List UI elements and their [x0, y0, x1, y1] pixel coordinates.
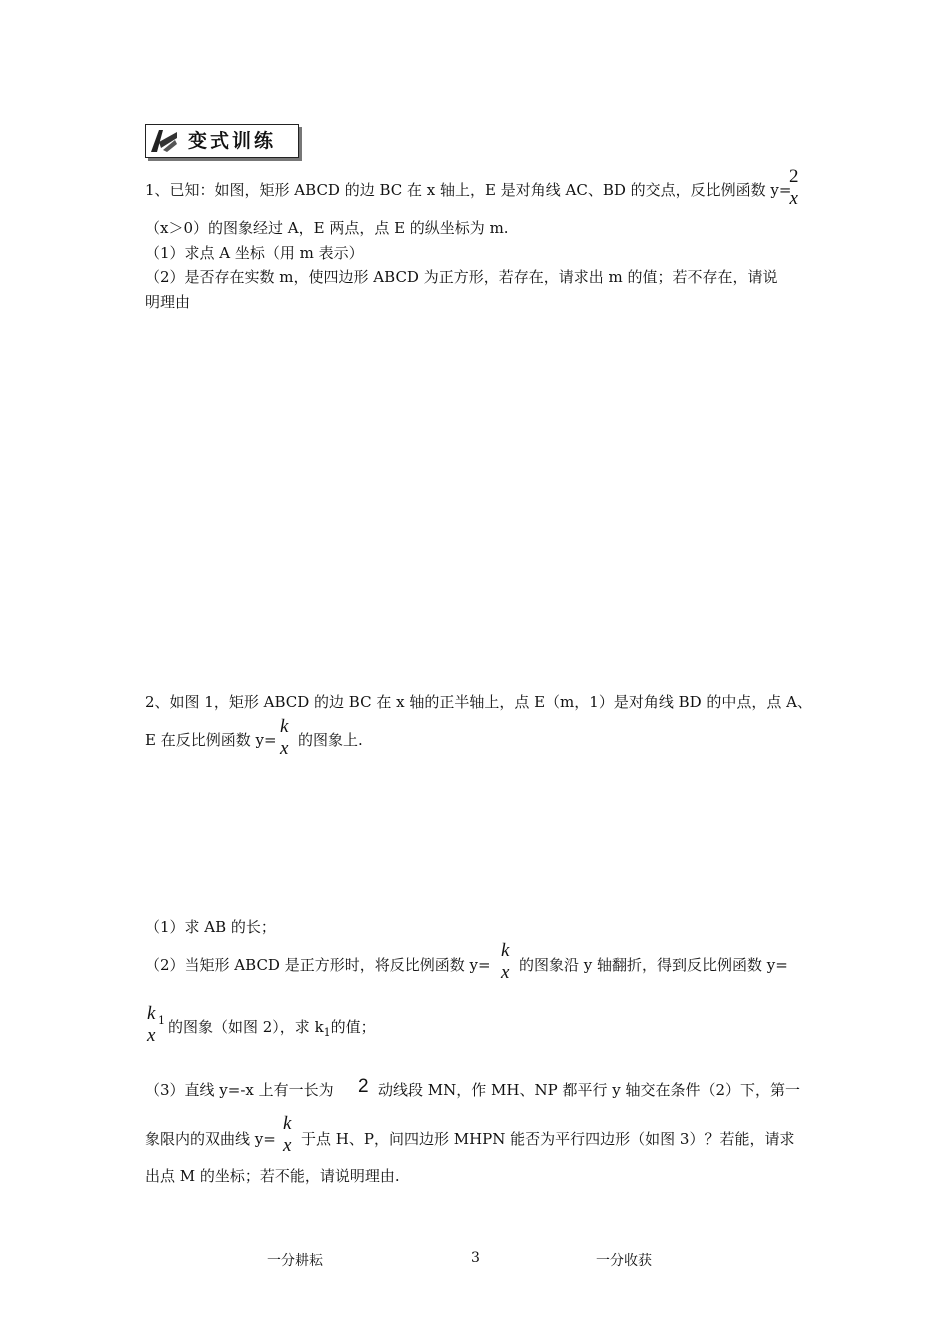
q2-line2-pre: E 在反比例函数 y=: [145, 731, 277, 749]
q2-part3-line3: 出点 M 的坐标；若不能，请说明理由.: [145, 1167, 400, 1185]
q1-fraction-numerator: 2: [789, 166, 799, 187]
q2-fraction-denominator: x: [280, 738, 289, 759]
section-title: 变式训练: [188, 130, 277, 152]
q2-fraction-numerator: k: [280, 716, 289, 737]
q1-fraction: [789, 166, 799, 210]
footer-right: 一分收获: [596, 1253, 652, 1269]
q2-part2-k1-fraction: [147, 1003, 155, 1047]
q2-part2-post: 的图象沿 y 轴翻折，得到反比例函数 y=: [519, 956, 788, 974]
section-title-box: [145, 124, 299, 158]
q2-part2-k1-subscript: 1: [158, 1014, 165, 1027]
q2-part2-k1-denominator: x: [147, 1025, 156, 1046]
q2-part2-k1-numerator: k: [147, 1003, 156, 1024]
q1-line2: （x＞0）的图象经过 A，E 两点，点 E 的纵坐标为 m.: [145, 219, 509, 237]
q2-part2-line2: [168, 1017, 376, 1039]
q2-part3-fraction-numerator: k: [283, 1113, 292, 1134]
q1-part1: （1）求点 A 坐标（用 m 表示）: [145, 244, 364, 262]
q2-line1: 2、如图 1，矩形 ABCD 的边 BC 在 x 轴的正半轴上，点 E（m，1）是对角线 BD 的中点，点 A、: [145, 693, 813, 711]
q2-part3-line2-post: 于点 H、P，问四边形 MHPN 能否为平行四边形（如图 3）？若能，请求: [301, 1130, 795, 1148]
q2-part2-fraction-denominator: x: [501, 962, 510, 983]
pencil-logo-icon: [149, 128, 179, 154]
q2-part3-line2-pre: 象限内的双曲线 y=: [145, 1130, 276, 1148]
q2-part3-fraction: [283, 1113, 291, 1157]
q2-part2-pre: （2）当矩形 ABCD 是正方形时，将反比例函数 y=: [145, 956, 491, 974]
q2-part1: （1）求 AB 的长；: [145, 918, 276, 936]
q1-part2-line1: （2）是否存在实数 m，使四边形 ABCD 为正方形，若存在，请求出 m 的值；若不存在，请说: [145, 268, 778, 286]
page-number: 3: [471, 1250, 480, 1266]
footer-left: 一分耕耘: [267, 1253, 323, 1269]
q1-part2-line2: 明理由: [145, 293, 191, 311]
q2-part2-fraction-numerator: k: [501, 940, 510, 961]
q2-part2-k-subscript: 1: [323, 1026, 331, 1039]
q2-part3-sqrt-value: 2: [358, 1076, 369, 1097]
q1-line1: 1、已知：如图，矩形 ABCD 的边 BC 在 x 轴上，E 是对角线 AC、BD 的交点，反比例函数 y=: [145, 181, 792, 199]
q2-part3-pre: （3）直线 y=-x 上有一长为: [145, 1081, 334, 1099]
q2-fraction: [280, 716, 288, 760]
q2-line2-post: 的图象上.: [298, 731, 363, 749]
q2-part3-fraction-denominator: x: [283, 1135, 292, 1156]
q2-part2-line2-end: 的值；: [330, 1018, 376, 1036]
q2-part2-line2-text: 的图象（如图 2），求 k: [168, 1018, 324, 1036]
q2-part2-fraction: [501, 940, 509, 984]
q2-part3-post: 动线段 MN，作 MH、NP 都平行 y 轴交在条件（2）下，第一: [378, 1081, 801, 1099]
q1-fraction-denominator: x: [789, 188, 798, 209]
